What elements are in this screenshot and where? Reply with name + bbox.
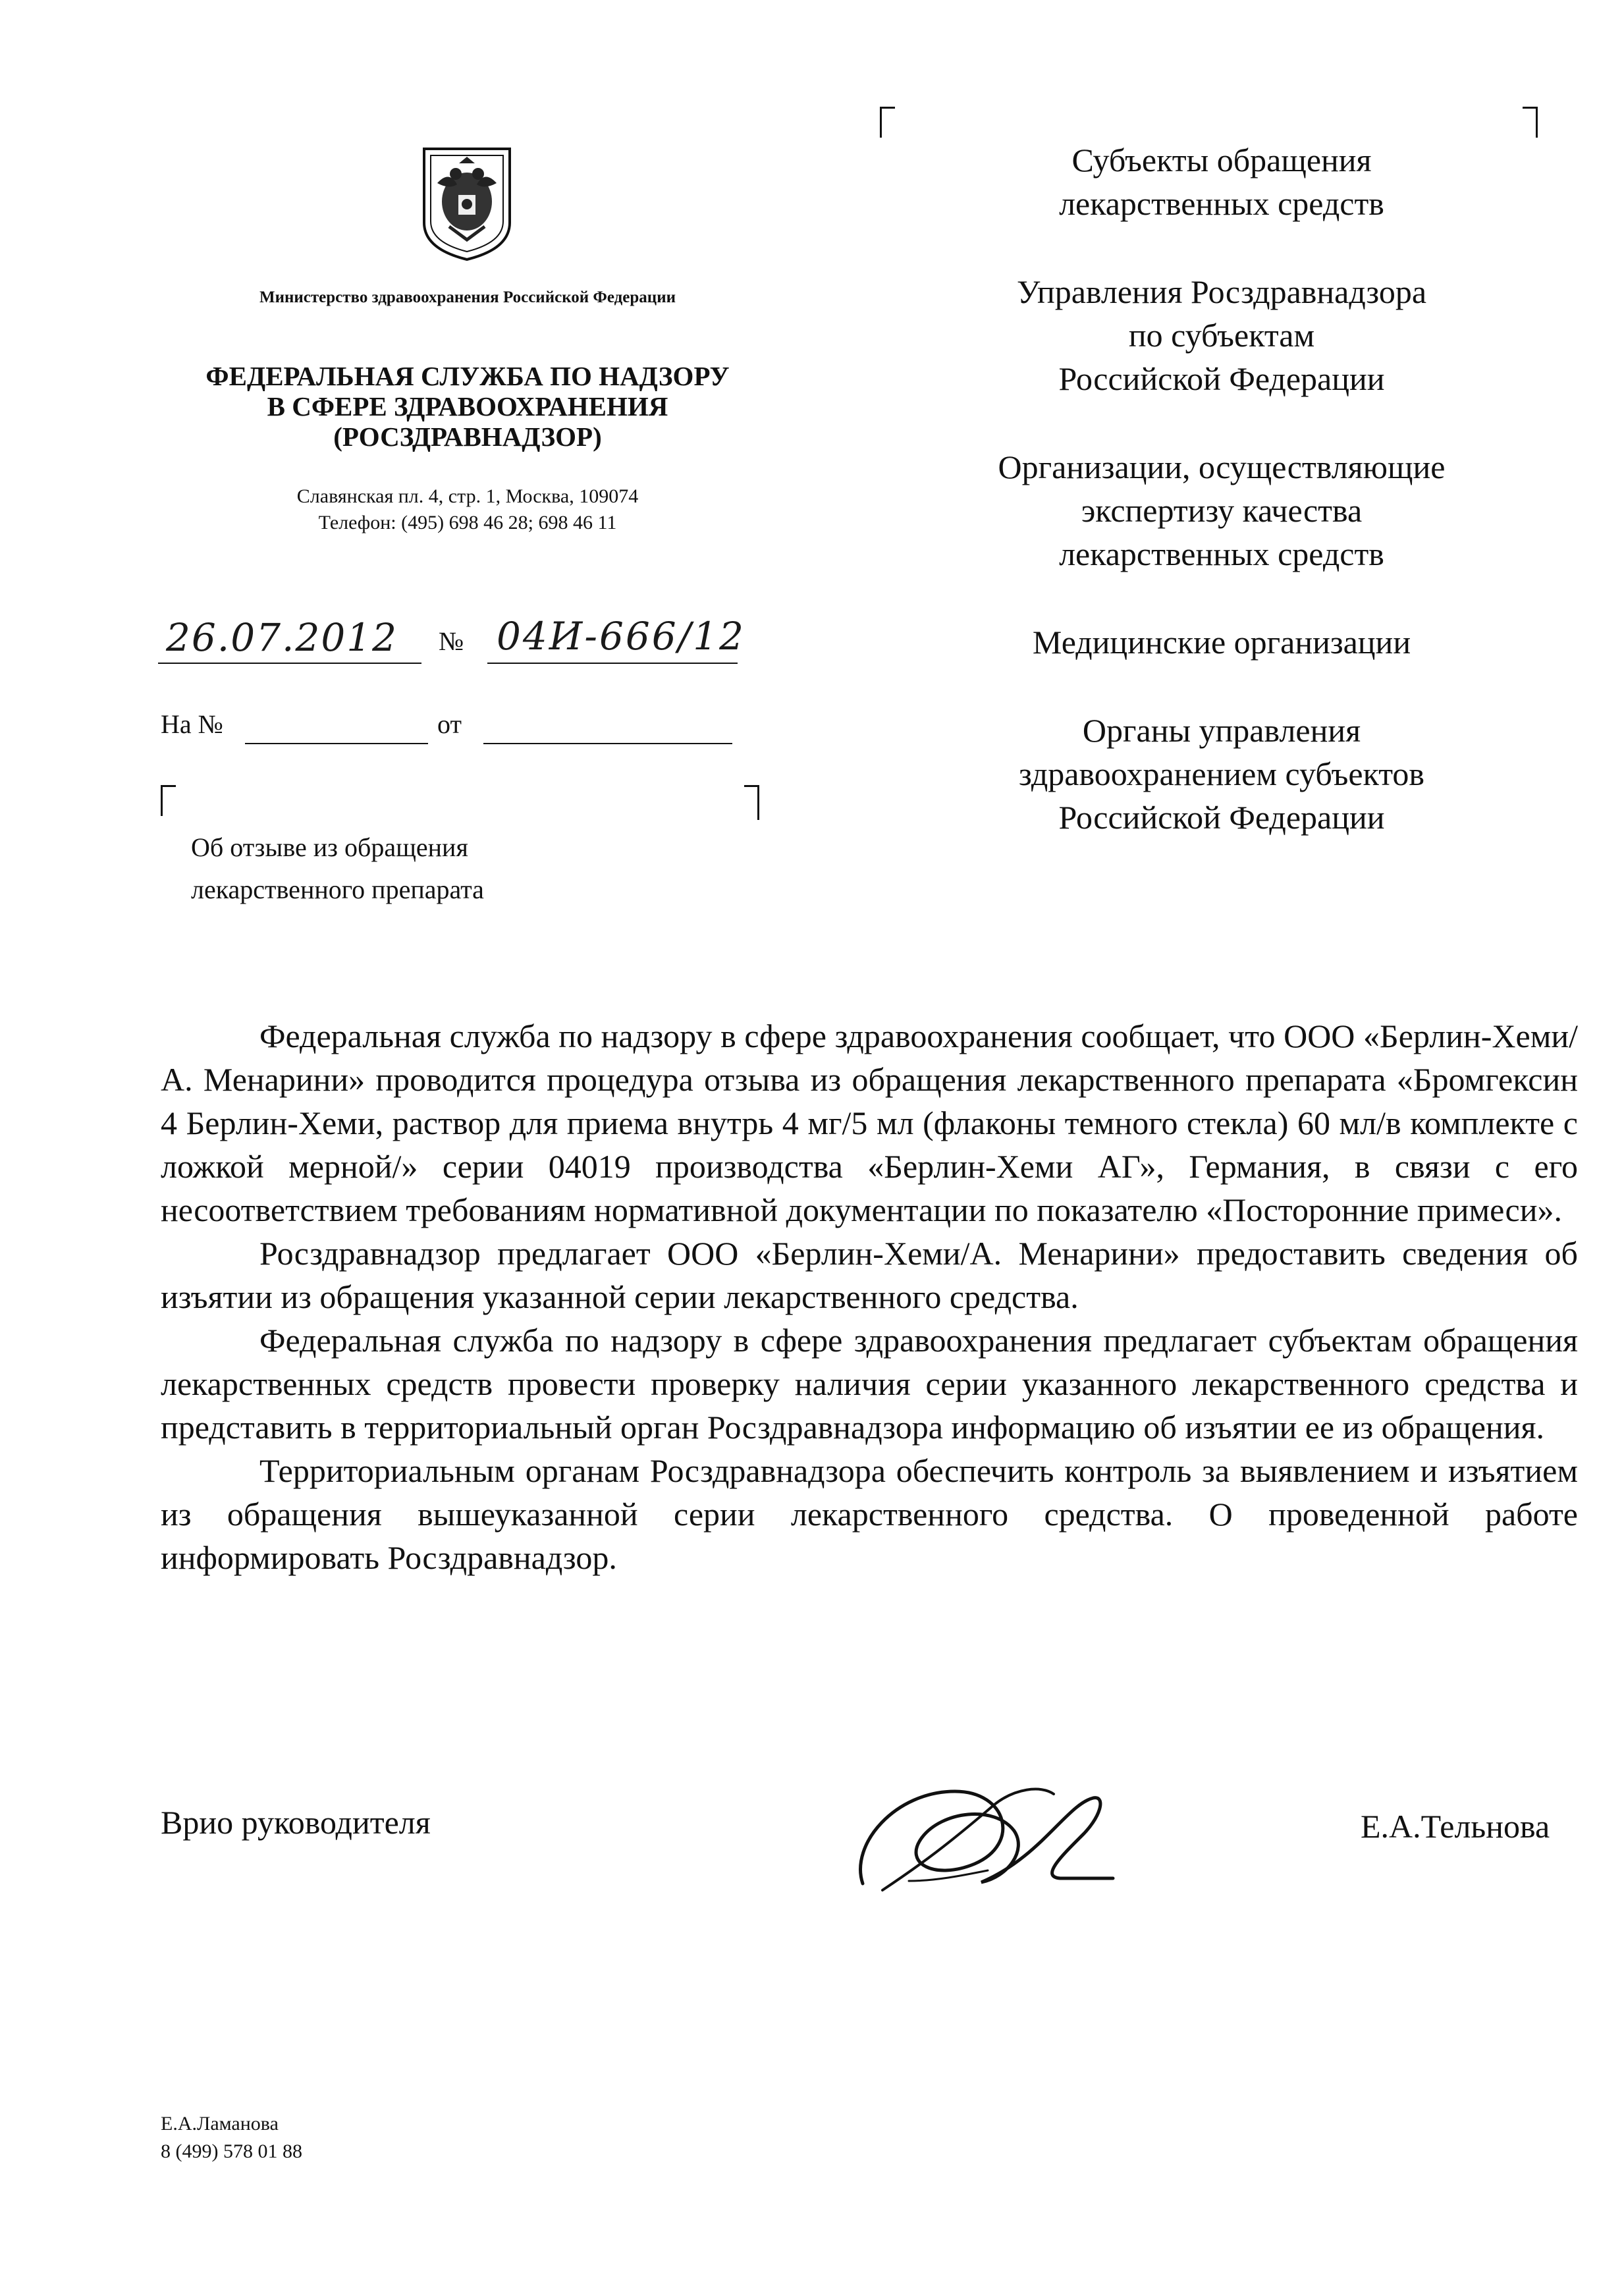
executor-name: Е.А.Ламанова xyxy=(161,2113,279,2134)
reference-date-blank xyxy=(483,743,732,744)
handwritten-signature xyxy=(843,1765,1120,1910)
coat-of-arms-emblem xyxy=(418,144,516,262)
service-name xyxy=(132,361,803,452)
executor-info xyxy=(161,2110,302,2165)
subject-bracket-top-right xyxy=(744,785,759,820)
addressee-line: по субъектам xyxy=(1128,317,1315,354)
addressee-line: Медицинские организации xyxy=(1032,624,1411,661)
letter-subject xyxy=(191,827,484,911)
reference-number-label: На № xyxy=(161,709,223,739)
registration-date-field xyxy=(158,611,421,664)
ministry-name: Министерство здравоохранения Российской Федерации xyxy=(259,288,676,306)
subject-bracket-top-left xyxy=(161,785,176,816)
addressee-group xyxy=(919,138,1525,225)
signatory-position: Врио руководителя xyxy=(161,1804,431,1841)
letter-body xyxy=(161,1014,1578,1579)
signatory-name: Е.А.Тельнова xyxy=(1361,1808,1550,1845)
registration-date: 26.07.2012 xyxy=(166,615,398,660)
body-paragraph: Территориальным органам Росздравнадзора обеспечить контроль за выявлением и изъятием из обращения вышеуказанной серии лекарственного средства. О проведенной работе информировать Росздравнадзор. xyxy=(161,1452,1578,1576)
addressee-group xyxy=(919,620,1525,664)
reference-number-blank xyxy=(245,743,428,744)
service-address xyxy=(132,483,803,536)
address-field-bracket-top-right xyxy=(1523,107,1538,138)
body-paragraph: Федеральная служба по надзору в сфере здравоохранения предлагает субъектам обращения лекарственных средств провести проверку наличия серии указанного лекарственного средства и представить в территориальный орган Росздравнадзора информацию об изъятии ее из обращения. xyxy=(161,1322,1578,1446)
addressee-group xyxy=(919,709,1525,839)
body-paragraph: Федеральная служба по надзору в сфере здравоохранения сообщает, что ООО «Берлин-Хеми/А. Менарини» проводится процедура отзыва из обращения лекарственного препарата «Бромгексин 4 Берлин-Хеми, раствор для приема внутрь 4 мг/5 мл (флаконы темного стекла) 60 мл/в комплекте с ложкой мерной/» серии 04019 производства «Берлин-Хеми АГ», Германия, в связи с его несоответствием требованиям нормативной документации по показателю «Посторонние примеси». xyxy=(161,1018,1578,1228)
addressee-line: экспертизу качества xyxy=(1081,492,1363,529)
subject-line: лекарственного препарата xyxy=(191,875,484,904)
addressee-line: здравоохранением субъектов xyxy=(1018,755,1425,792)
addressees-block xyxy=(919,138,1525,884)
addressee-line: Субъекты обращения xyxy=(1071,142,1372,178)
service-name-line: (РОСЗДРАВНАДЗОР) xyxy=(333,421,602,452)
addressee-line: Российской Федерации xyxy=(1058,799,1385,836)
registration-number-underline xyxy=(487,663,738,664)
subject-line: Об отзыве из обращения xyxy=(191,832,468,862)
addressee-line: лекарственных средств xyxy=(1059,535,1384,572)
phone-line: Телефон: (495) 698 46 28; 698 46 11 xyxy=(318,512,617,533)
number-sign: № xyxy=(439,626,464,656)
addressee-group xyxy=(919,445,1525,576)
addressee-group xyxy=(919,270,1525,400)
addressee-line: Органы управления xyxy=(1082,712,1361,749)
service-name-line: ФЕДЕРАЛЬНАЯ СЛУЖБА ПО НАДЗОРУ xyxy=(205,361,730,391)
registration-date-underline xyxy=(158,663,421,664)
addressee-line: Управления Росздравнадзора xyxy=(1016,273,1427,310)
service-name-line: В СФЕРЕ ЗДРАВООХРАНЕНИЯ xyxy=(267,391,668,421)
address-line: Славянская пл. 4, стр. 1, Москва, 109074 xyxy=(296,485,639,507)
addressee-line: Организации, осуществляющие xyxy=(998,449,1446,485)
addressee-line: Российской Федерации xyxy=(1058,360,1385,397)
registration-number-field xyxy=(487,611,777,664)
executor-phone: 8 (499) 578 01 88 xyxy=(161,2140,302,2162)
address-field-bracket-top-left xyxy=(880,107,895,138)
body-paragraph: Росздравнадзор предлагает ООО «Берлин-Хеми/А. Менарини» предоставить сведения об изъятии из обращения указанной серии лекарственного средства. xyxy=(161,1235,1578,1315)
reference-from-label: от xyxy=(437,709,462,739)
registration-number: 04И-666/12 xyxy=(497,614,746,659)
addressee-line: лекарственных средств xyxy=(1059,185,1384,222)
